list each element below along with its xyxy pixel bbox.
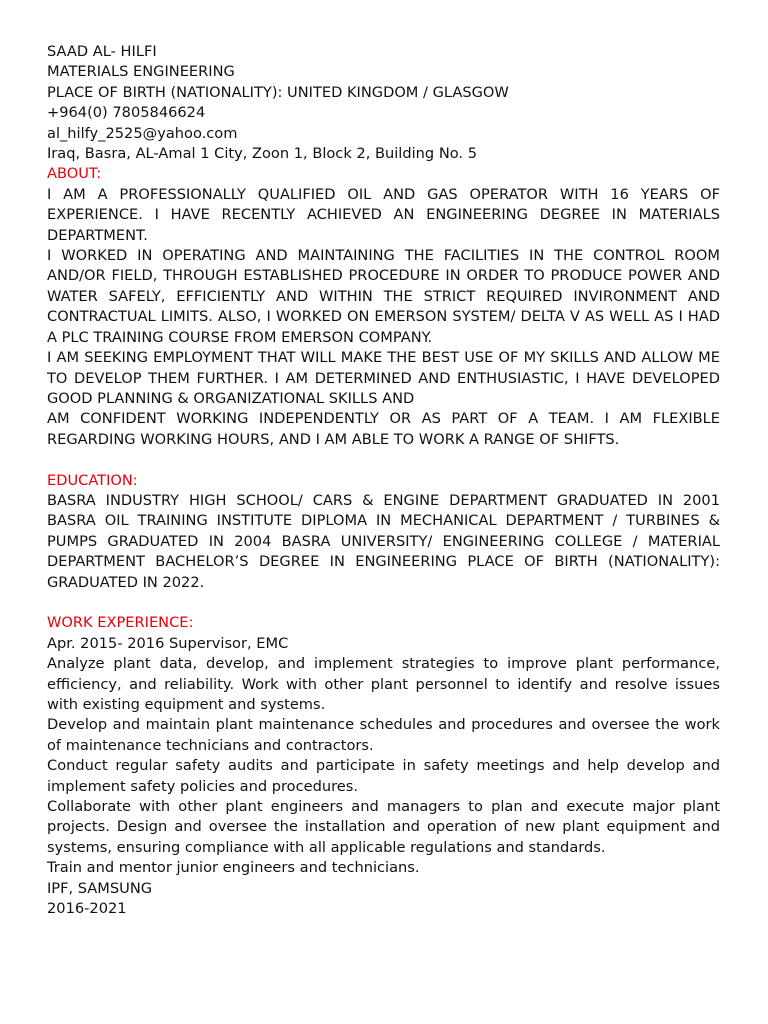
job-title: Apr. 2015- 2016 Supervisor, EMC: [47, 634, 289, 652]
job-duty: Develop and maintain plant maintenance schedules and procedures and oversee the work of maintenance technicians and contractors.: [47, 716, 720, 754]
education-text: BASRA INDUSTRY HIGH SCHOOL/ CARS & ENGINE DEPARTMENT GRADUATED IN 2001 BASRA OIL TRAINING INSTITUTE DIPLOMA IN MECHANICAL DEPARTMENT / TURBINES & PUMPS GRADUATED IN 2004 BASRA UNIVERSITY/ ENGINEERING COLLEGE / MATERIAL DEPARTMENT BACHELOR’S DEGREE IN ENGINEERING PLACE OF BIRTH (NATIONALITY): GRADUATED IN 2022.: [47, 491, 720, 591]
education-heading: EDUCATION:: [47, 471, 138, 489]
resume-name: SAAD AL- HILFI: [47, 43, 157, 60]
resume-phone: +964(0) 7805846624: [47, 104, 206, 122]
resume-field: MATERIALS ENGINEERING: [47, 63, 235, 81]
about-paragraph: I AM A PROFESSIONALLY QUALIFIED OIL AND GAS OPERATOR WITH 16 YEARS OF EXPERIENCE. I HAVE RECENTLY ACHIEVED AN ENGINEERING DEGREE IN MATERIALS DEPARTMENT.: [47, 185, 720, 244]
job-years: 2016-2021: [47, 900, 127, 918]
job-title: IPF, SAMSUNG: [47, 879, 153, 897]
job-duty: Collaborate with other plant engineers and managers to plan and execute major plant projects. Design and oversee the installation and operation of new plant equipment and systems, ensuring compliance with all applicable regulations and standards.: [47, 798, 720, 856]
resume-page: [47, 42, 720, 919]
resume-email: al_hilfy_2525@yahoo.com: [47, 124, 238, 142]
section-spacer: [47, 450, 720, 470]
resume-address: Iraq, Basra, AL-Amal 1 City, Zoon 1, Block 2, Building No. 5: [47, 145, 477, 163]
about-paragraph: AM CONFIDENT WORKING INDEPENDENTLY OR AS PART OF A TEAM. I AM FLEXIBLE REGARDING WORKING HOURS, AND I AM ABLE TO WORK A RANGE OF SHIFTS.: [47, 410, 720, 448]
about-heading: ABOUT:: [47, 165, 102, 183]
job-duty: Analyze plant data, develop, and implement strategies to improve plant performance, efficiency, and reliability. Work with other plant personnel to identify and resolve issues with existing equipment and systems.: [47, 655, 720, 713]
job-duty: Train and mentor junior engineers and technicians.: [47, 859, 420, 877]
resume-birthplace: PLACE OF BIRTH (NATIONALITY): UNITED KINGDOM / GLASGOW: [47, 83, 509, 101]
job-duty: Conduct regular safety audits and participate in safety meetings and help develop and implement safety policies and procedures.: [47, 757, 720, 795]
about-paragraph: I WORKED IN OPERATING AND MAINTAINING THE FACILITIES IN THE CONTROL ROOM AND/OR FIELD, THROUGH ESTABLISHED PROCEDURE IN ORDER TO PRODUCE POWER AND WATER SAFELY, EFFICIENTLY AND WITHIN THE STRICT REQUIRED INVIRONMENT AND CONTRACTUAL LIMITS. ALSO, I WORKED ON EMERSON SYSTEM/ DELTA V AS WELL AS I HAD A PLC TRAINING COURSE FROM EMERSON COMPANY.: [47, 247, 720, 346]
about-paragraph: I AM SEEKING EMPLOYMENT THAT WILL MAKE THE BEST USE OF MY SKILLS AND ALLOW ME TO DEVELOP THEM FURTHER. I AM DETERMINED AND ENTHUSIASTIC, I HAVE DEVELOPED GOOD PLANNING & ORGANIZATIONAL SKILLS AND: [47, 349, 720, 407]
section-spacer: [47, 593, 720, 613]
work-heading: WORK EXPERIENCE:: [47, 614, 194, 632]
